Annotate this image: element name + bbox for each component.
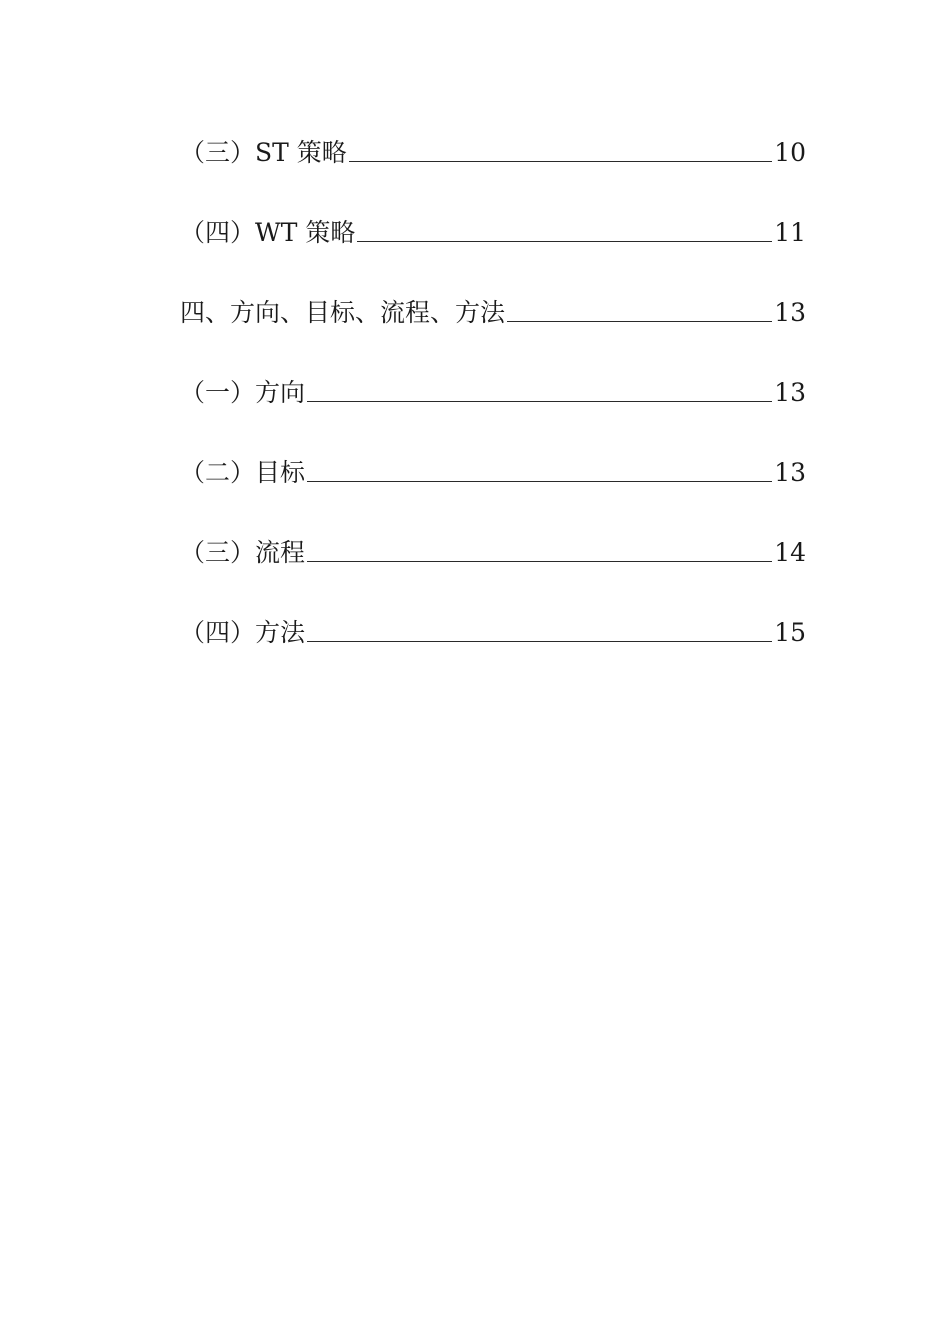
toc-entry[interactable] bbox=[180, 208, 806, 248]
toc-leader-line bbox=[307, 560, 772, 562]
toc-entry[interactable] bbox=[180, 448, 806, 488]
toc-leader-line bbox=[349, 160, 772, 162]
toc-entry[interactable] bbox=[180, 288, 806, 328]
toc-page-number: 14 bbox=[774, 538, 806, 567]
toc-page-number: 13 bbox=[774, 298, 806, 327]
toc-leader-line bbox=[307, 400, 772, 402]
toc-entry-title: （四）WT 策略 bbox=[180, 218, 356, 247]
toc-entry[interactable] bbox=[180, 528, 806, 568]
toc-entry-title: （四）方法 bbox=[180, 618, 306, 647]
toc-leader-line bbox=[507, 320, 772, 322]
toc-entry-title: （三）流程 bbox=[180, 538, 306, 567]
toc-entry[interactable] bbox=[180, 128, 806, 168]
toc-page-number: 13 bbox=[774, 378, 806, 407]
toc-entry-title: （三）ST 策略 bbox=[180, 138, 347, 167]
toc-page-number: 13 bbox=[774, 458, 806, 487]
toc-entry-title: （二）目标 bbox=[180, 458, 306, 487]
toc-entry[interactable] bbox=[180, 368, 806, 408]
toc-leader-line bbox=[307, 480, 772, 482]
toc-leader-line bbox=[307, 640, 772, 642]
toc-page-number: 10 bbox=[774, 138, 806, 167]
toc-entry[interactable] bbox=[180, 608, 806, 648]
toc-entry-title: 四、方向、目标、流程、方法 bbox=[180, 298, 506, 327]
toc-leader-line bbox=[357, 240, 772, 242]
toc-page-number: 15 bbox=[774, 618, 806, 647]
toc-page-number: 11 bbox=[774, 218, 806, 247]
toc-entry-title: （一）方向 bbox=[180, 378, 306, 407]
